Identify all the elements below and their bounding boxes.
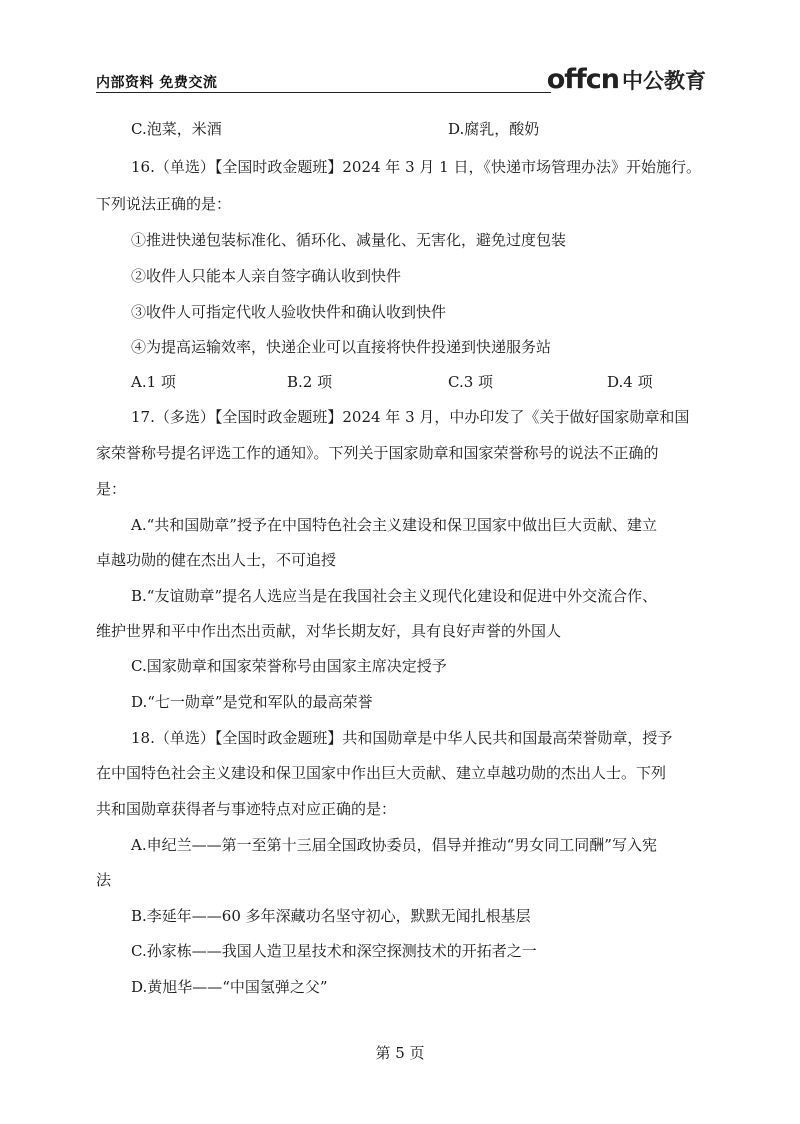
logo-text-en: offcn [546,64,619,95]
q18-stem-line3: 共和国勋章获得者与事迹特点对应正确的是： [96,800,397,818]
header-label: 内部资料 免费交流 [96,75,218,91]
q16-stem-line1: 16.（单选）【全国时政金题班】2024 年 3 月 1 日，《快递市场管理办法》开始施行。 [131,158,701,176]
q18-option-c: C.孙家栋——我国人造卫星技术和深空探测技术的开拓者之一 [131,942,537,960]
offcn-logo [547,64,706,94]
q17-option-b-line2: 维护世界和平中作出杰出贡献，对华长期友好，具有良好声誉的外国人 [96,622,562,640]
page-number: 第 5 页 [375,1044,425,1062]
q15-option-c: C.泡菜，米酒 [131,120,222,138]
q16-statement-2: ②收件人只能本人亲自签字确认收到快件 [131,267,402,285]
q18-option-d: D.黄旭华——“中国氢弹之父” [131,978,328,996]
q15-option-d: D.腐乳，酸奶 [448,120,540,138]
q18-option-a-line1: A.申纪兰——第一至第十三届全国政协委员，倡导并推动“男女同工同酬”写入宪 [131,836,657,854]
logo-text-cn: 中公教育 [622,69,706,93]
q16-statement-1: ①推进快递包装标准化、循环化、减量化、无害化，避免过度包装 [131,231,567,249]
q16-option-a: A.1 项 [131,373,176,391]
q16-statement-3: ③收件人可指定代收人验收快件和确认收到快件 [131,303,447,321]
q17-option-a-line1: A.“共和国勋章”授予在中国特色社会主义建设和保卫国家中做出巨大贡献、建立 [131,516,657,534]
q17-stem-line1: 17.（多选）【全国时政金题班】2024 年 3 月，中办印发了《关于做好国家勋章和国 [131,408,690,426]
page-header [96,66,706,96]
q16-option-d: D.4 项 [607,373,653,391]
q16-option-b: B.2 项 [287,373,333,391]
q18-option-a-line2: 法 [96,871,112,889]
q17-option-b-line1: B.“友谊勋章”提名人选应当是在我国社会主义现代化建设和促进中外交流合作、 [131,587,658,605]
q16-option-c: C.3 项 [448,373,494,391]
q18-stem-line1: 18.（单选）【全国时政金题班】共和国勋章是中华人民共和国最高荣誉勋章，授予 [131,729,673,747]
q18-option-b: B.李延年——60 多年深藏功名坚守初心，默默无闻扎根基层 [131,907,531,925]
q17-option-d: D.“七一勋章”是党和军队的最高荣誉 [131,693,373,711]
q16-stem-line2: 下列说法正确的是： [96,195,232,213]
header-divider [96,92,551,93]
q17-stem-line3: 是： [96,480,127,498]
q16-statement-4: ④为提高运输效率，快递企业可以直接将快件投递到快递服务站 [131,338,552,356]
q17-option-c: C.国家勋章和国家荣誉称号由国家主席决定授予 [131,657,447,675]
q17-option-a-line2: 卓越功勋的健在杰出人士，不可追授 [96,551,337,569]
q18-stem-line2: 在中国特色社会主义建设和保卫国家中作出巨大贡献、建立卓越功勋的杰出人士。下列 [96,764,667,782]
q17-stem-line2: 家荣誉称号提名评选工作的通知》。下列关于国家勋章和国家荣誉称号的说法不正确的 [96,444,659,462]
